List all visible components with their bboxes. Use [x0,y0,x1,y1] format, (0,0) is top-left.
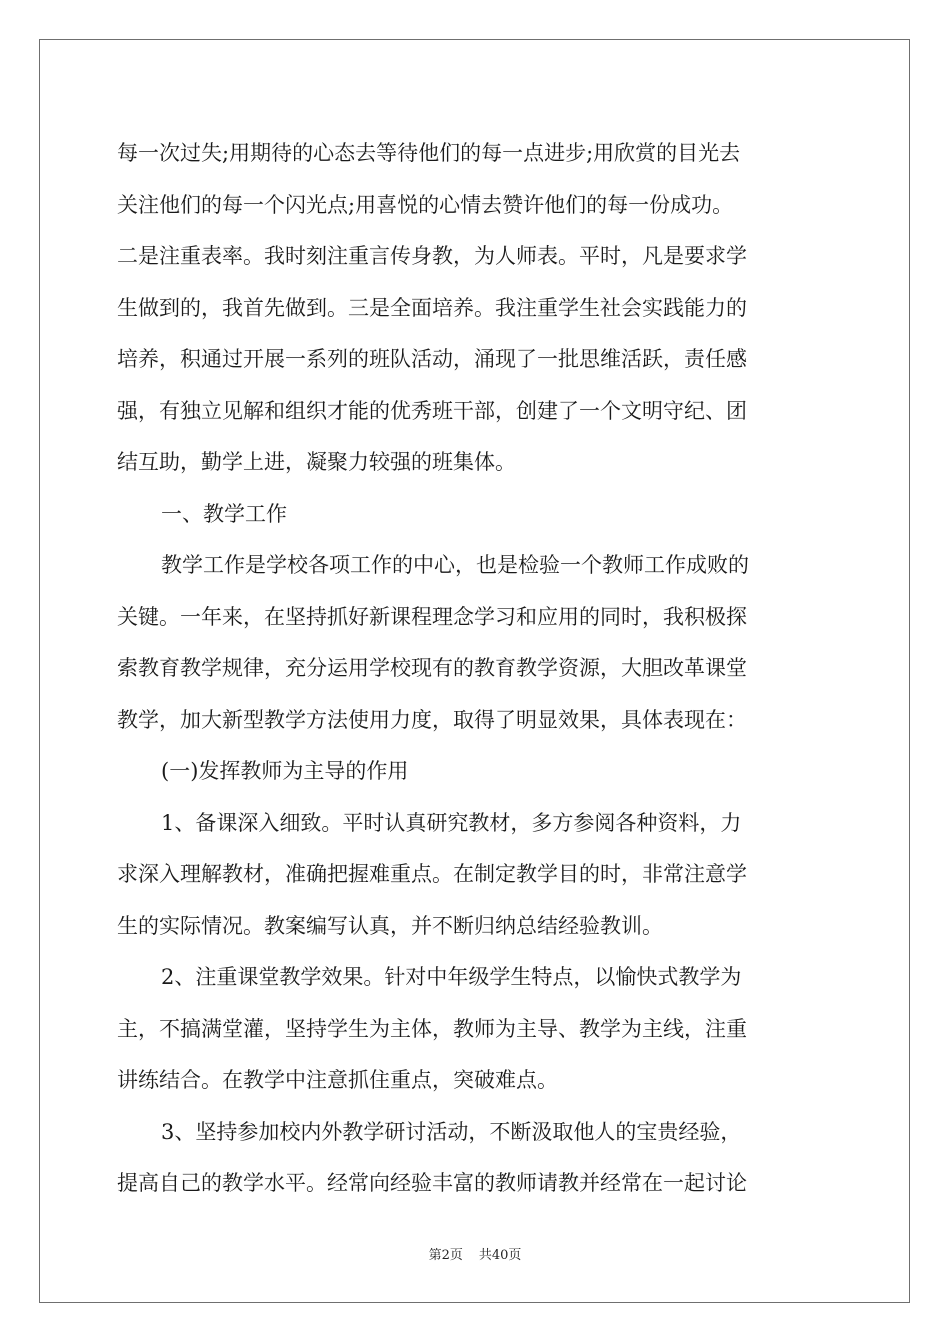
text-line-7: 结互助，勤学上进，凝聚力较强的班集体。 [117,450,516,474]
text-line-3: 二是注重表率。我时刻注重言传身教，为人师表。平时，凡是要求学 [117,244,747,268]
text-line-16: 生的实际情况。教案编写认真，并不断归纳总结经验教训。 [117,913,663,938]
text-line-21: 提高自己的教学水平。经常向经验丰富的教师请教并经常在一起讨论 [117,1171,747,1195]
text-line-14: 1、备课深入细致。平时认真研究教材，多方参阅各种资料，力 [161,810,742,835]
text-line-4: 生做到的，我首先做到。三是全面培养。我注重学生社会实践能力的 [117,295,747,320]
page-total: 共40页 [478,1248,522,1263]
section-heading: 一、教学工作 [161,501,287,526]
text-line-15: 求深入理解教材，准确把握难重点。在制定教学目的时，非常注意学 [117,862,747,886]
text-line-17: 2、注重课堂教学效果。针对中年级学生特点，以愉快式教学为 [161,965,742,989]
page-number: 第2页 [428,1248,463,1263]
text-line-12: 教学，加大新型教学方法使用力度，取得了明显效果，具体表现在： [117,707,747,732]
document-body [117,128,837,1210]
text-line-2: 关注他们的每一个闪光点;用喜悦的心情去赞许他们的每一份成功。 [117,192,734,217]
text-line-1: 每一次过失;用期待的心态去等待他们的每一点进步;用欣赏的目光去 [117,141,741,165]
text-line-18: 主，不搞满堂灌，坚持学生为主体，教师为主导、教学为主线，注重 [117,1016,747,1041]
page-footer [0,1247,950,1265]
subsection-heading: (一)发挥教师为主导的作用 [161,759,409,783]
text-line-10: 关键。一年来，在坚持抓好新课程理念学习和应用的同时，我积极探 [117,604,747,629]
text-line-5: 培养，积通过开展一系列的班队活动，涌现了一批思维活跃，责任感 [117,347,747,371]
text-line-11: 索教育教学规律，充分运用学校现有的教育教学资源，大胆改革课堂 [117,656,747,680]
text-line-20: 3、坚持参加校内外教学研讨活动，不断汲取他人的宝贵经验， [161,1119,742,1144]
text-line-9: 教学工作是学校各项工作的中心，也是检验一个教师工作成败的 [161,553,749,577]
text-line-6: 强，有独立见解和组织才能的优秀班干部，创建了一个文明守纪、团 [117,398,747,423]
text-line-19: 讲练结合。在教学中注意抓住重点，突破难点。 [117,1068,558,1092]
